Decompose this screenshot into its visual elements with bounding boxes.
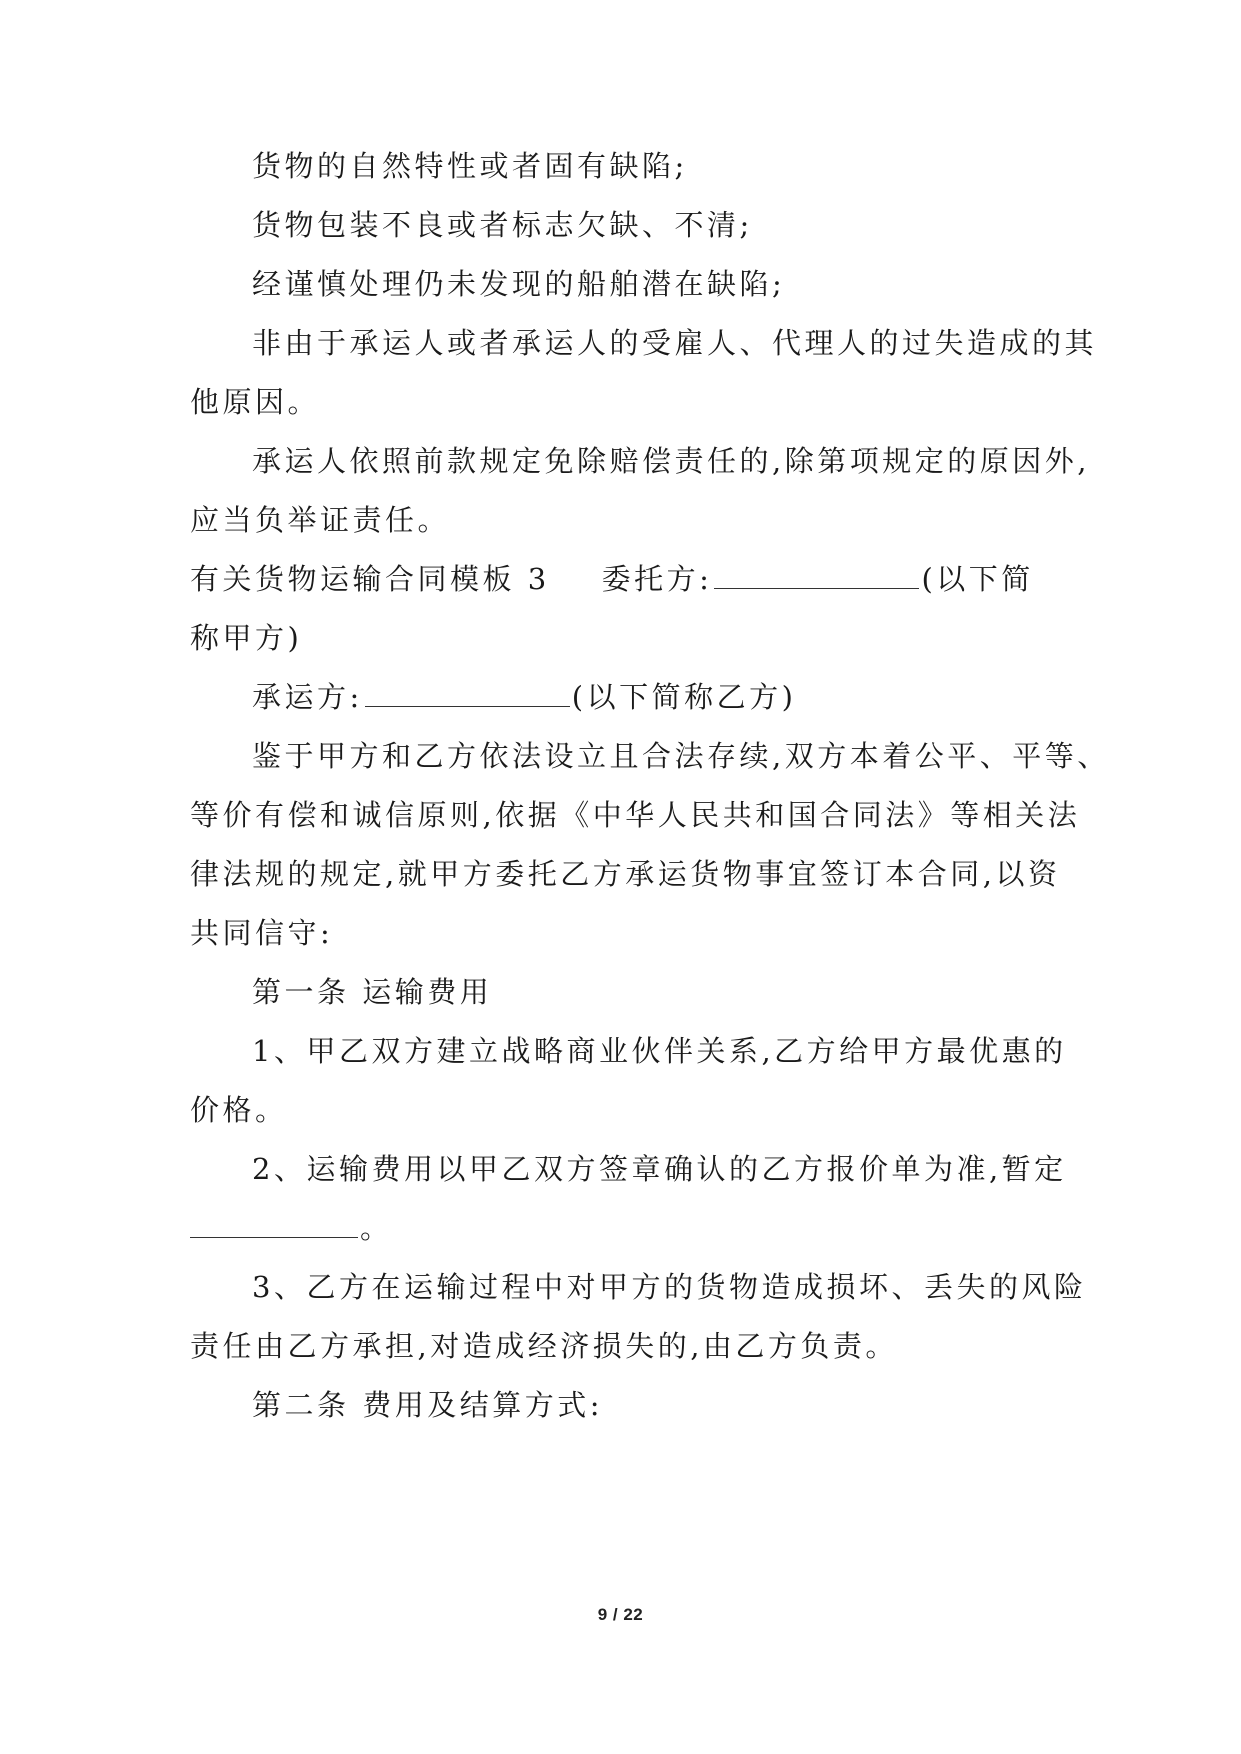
body-line: 称甲方) xyxy=(190,621,303,655)
article-heading: 第二条 费用及结算方式: xyxy=(252,1388,603,1422)
template-title-line xyxy=(190,559,1034,599)
template-title: 有关货物运输合同模板 3 xyxy=(190,562,550,596)
body-line: 3、乙方在运输过程中对甲方的货物造成损坏、丢失的风险 xyxy=(252,1270,1087,1304)
carrier-party-label: 承运方: xyxy=(252,680,363,714)
client-name-blank xyxy=(714,562,919,589)
body-line: 等价有偿和诚信原则,依据《中华人民共和国合同法》等相关法 xyxy=(190,798,1081,832)
carrier-party-line xyxy=(252,677,796,717)
body-line: 律法规的规定,就甲方委托乙方承运货物事宜签订本合同,以资 xyxy=(190,857,1061,891)
body-line: 共同信守: xyxy=(190,916,334,950)
body-line: 鉴于甲方和乙方依法设立且合法存续,双方本着公平、平等、 xyxy=(252,739,1110,773)
body-line: 责任由乙方承担,对造成经济损失的,由乙方负责。 xyxy=(190,1329,898,1363)
body-line: 货物包装不良或者标志欠缺、不清; xyxy=(252,208,753,242)
fee-blank-suffix: 。 xyxy=(360,1211,393,1245)
body-line: 经谨慎处理仍未发现的船舶潜在缺陷; xyxy=(252,267,786,301)
body-line: 承运人依照前款规定免除赔偿责任的,除第项规定的原因外, xyxy=(252,444,1090,478)
article-heading: 第一条 运输费用 xyxy=(252,975,493,1009)
fee-blank-line xyxy=(190,1208,393,1248)
carrier-party-suffix: (以下简称乙方) xyxy=(571,680,797,714)
fee-amount-blank xyxy=(190,1211,358,1238)
body-line: 价格。 xyxy=(190,1093,288,1127)
body-line: 1、甲乙双方建立战略商业伙伴关系,乙方给甲方最优惠的 xyxy=(252,1034,1067,1068)
body-line: 2、运输费用以甲乙双方签章确认的乙方报价单为准,暂定 xyxy=(252,1152,1067,1186)
page-number: 9 / 22 xyxy=(597,1605,644,1624)
body-line: 应当负举证责任。 xyxy=(190,503,451,537)
body-line: 非由于承运人或者承运人的受雇人、代理人的过失造成的其 xyxy=(252,326,1098,360)
carrier-name-blank xyxy=(365,680,570,707)
client-party-suffix: (以下简 xyxy=(921,562,1034,596)
body-line: 货物的自然特性或者固有缺陷; xyxy=(252,149,688,183)
client-party-label: 委托方: xyxy=(601,562,713,596)
body-line: 他原因。 xyxy=(190,385,321,419)
